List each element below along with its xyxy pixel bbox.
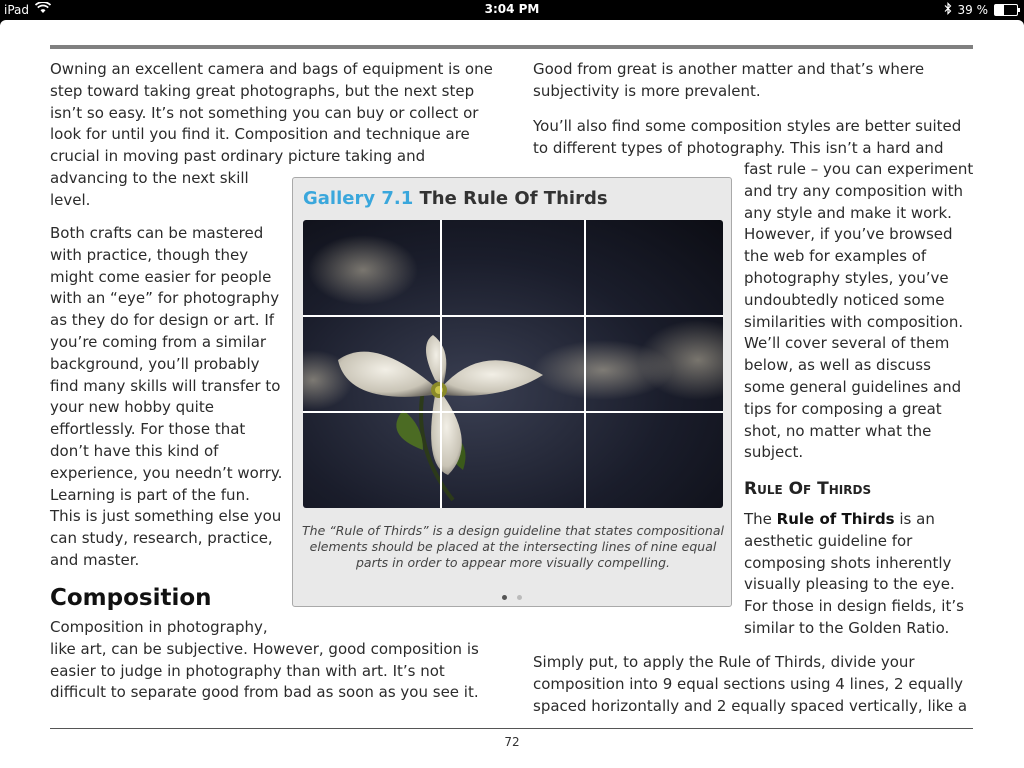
text-line: For those in design fields, it’s	[744, 597, 964, 616]
left-paragraph-3	[50, 617, 500, 704]
text-line: you’re coming from a similar	[50, 332, 267, 351]
text-line: difficult to separate good from bad as soon as you see it.	[50, 683, 479, 702]
section-heading-composition: Composition	[50, 585, 212, 611]
text-line: effortlessly. For those that	[50, 420, 246, 439]
text-line: You’ll also find some composition styles are better suited	[533, 117, 962, 135]
text-line: composing shots inherently	[744, 553, 952, 572]
bold-term: Rule of Thirds	[776, 510, 895, 528]
left-paragraph-2	[50, 223, 290, 572]
text-line: Both crafts can be mastered	[50, 224, 264, 242]
text-line: composition into 9 equal sections using 4 lines, 2 equally	[533, 674, 964, 693]
bottom-rule	[50, 728, 973, 729]
text-line: isn’t so easy. It’s not something you can buy or collect or	[50, 103, 479, 122]
text-line: find many skills will transfer to	[50, 376, 281, 395]
text-line: undoubtedly noticed some	[744, 290, 945, 309]
text-line: level.	[50, 190, 91, 209]
text-line: might come easier for people	[50, 267, 272, 286]
text-line: like art, can be subjective. However, good composition is	[50, 639, 479, 658]
text-line: with an “eye” for photography	[50, 289, 280, 308]
text-line: visually pleasing to the eye.	[744, 575, 955, 594]
gallery-image[interactable]	[303, 220, 723, 508]
gallery-title	[303, 188, 608, 209]
gallery-page-indicator[interactable]	[293, 585, 731, 604]
page-dot[interactable]	[502, 595, 507, 600]
text-line: Composition in photography,	[50, 618, 268, 636]
text-line: tips for composing a great	[744, 399, 942, 418]
caption-line: parts in order to appear more visually compelling.	[355, 555, 670, 570]
text-line: We’ll cover several of them	[744, 334, 950, 353]
text-line: However, if you’ve browsed	[744, 225, 953, 244]
text-line: similar to the Golden Ratio.	[744, 618, 950, 637]
text-line: similarities with composition.	[744, 312, 964, 331]
text-line: with practice, though they	[50, 245, 249, 264]
text-line: aesthetic guideline for	[744, 531, 913, 550]
text-line: easier to judge in photography than with art. It’s not	[50, 661, 445, 680]
text-line: your new hobby quite	[50, 398, 214, 417]
text-line: crucial in moving past ordinary picture taking and	[50, 147, 426, 166]
text-line: shot, no matter what the	[744, 421, 932, 440]
device-name: iPad	[4, 2, 30, 17]
battery-icon	[994, 4, 1018, 16]
right-paragraph-3	[744, 509, 979, 640]
top-rule	[50, 45, 973, 49]
text-line: Learning is part of the fun.	[50, 485, 250, 504]
page-dot[interactable]	[517, 595, 522, 600]
text-line: is an	[894, 510, 935, 528]
text-line: photography styles, you’ve	[744, 268, 949, 287]
status-bar	[0, 0, 1024, 20]
clock: 3:04 PM	[484, 2, 540, 16]
caption-line: The “Rule of Thirds” is a design guideline that states compositional	[302, 523, 724, 538]
battery-percent: 39 %	[957, 3, 988, 17]
text-line: as they do for design or art. If	[50, 311, 275, 330]
text-line: and try any composition with	[744, 181, 964, 200]
battery-fill	[995, 5, 1004, 15]
text-line: advancing to the next skill	[50, 168, 249, 187]
page-number: 72	[504, 735, 520, 749]
text-line: below, as well as discuss	[744, 356, 931, 375]
right-paragraph-2-continued	[744, 159, 979, 464]
flower-photo	[303, 220, 723, 508]
text-line: look for until you find it. Composition and technique are	[50, 125, 470, 144]
text-line: step toward taking great photographs, but the next step	[50, 81, 475, 100]
text-line: The	[744, 510, 777, 528]
text-line: don’t have this kind of	[50, 441, 219, 460]
text-line: any style and make it work.	[744, 203, 952, 222]
text-line: Good from great is another matter and that’s where	[533, 60, 925, 78]
section-heading-rule-of-thirds: Rule Of Thirds	[744, 479, 872, 499]
text-line: subjectivity is more prevalent.	[533, 81, 761, 100]
right-paragraph-4	[533, 652, 973, 717]
text-line: can study, research, practice,	[50, 529, 273, 548]
gallery-widget[interactable]	[292, 177, 732, 607]
text-line: This is just something else you	[50, 507, 282, 526]
text-line: subject.	[744, 443, 804, 462]
gallery-title-text: The Rule Of Thirds	[419, 188, 608, 209]
caption-line: elements should be placed at the intersecting lines of nine equal	[309, 539, 717, 554]
text-line: Owning an excellent camera and bags of equipment is one	[50, 60, 493, 78]
book-page[interactable]	[0, 20, 1024, 768]
text-line: the web for examples of	[744, 247, 927, 266]
text-line: to different types of photography. This isn’t a hard and	[533, 138, 944, 157]
text-line: experience, you needn’t worry.	[50, 463, 283, 482]
text-line: fast rule – you can experiment	[744, 160, 974, 178]
gallery-caption	[301, 523, 725, 571]
text-line: spaced horizontally and 2 equally spaced vertically, like a	[533, 696, 968, 715]
right-paragraph-1	[533, 59, 973, 103]
text-line: some general guidelines and	[744, 377, 962, 396]
bluetooth-icon	[944, 2, 952, 18]
text-line: background, you’ll probably	[50, 354, 260, 373]
text-line: and master.	[50, 550, 140, 569]
right-paragraph-2	[533, 116, 973, 160]
text-line: Simply put, to apply the Rule of Thirds, divide your	[533, 653, 915, 671]
gallery-number: Gallery 7.1	[303, 188, 414, 209]
